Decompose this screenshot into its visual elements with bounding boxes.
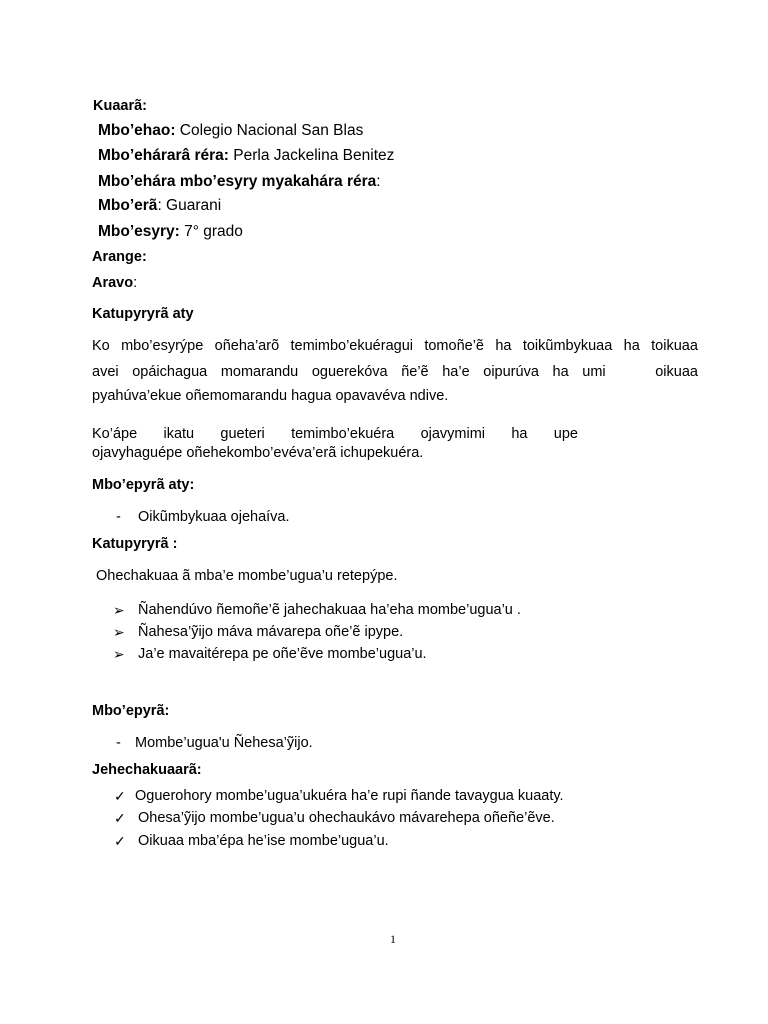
subject-label: Mbo’erã (98, 197, 158, 214)
arrow-bullet-icon: ➢ (113, 624, 125, 640)
subject-line (98, 197, 221, 215)
intro-p1-line3: pyahúva’ekue oñemomarandu hagua opavavéva ndive. (92, 388, 449, 404)
arrow-bullet-icon: ➢ (113, 646, 125, 662)
school-line (98, 122, 363, 140)
check-bullet-icon: ✓ (114, 810, 126, 826)
arrow-bullet-icon: ➢ (113, 602, 125, 618)
skills-item: Ja’e mavaitérepa pe oñe’ẽve mombe’ugua’u. (138, 646, 427, 662)
aravo-label: Aravo (92, 275, 134, 291)
word: gueteri (220, 426, 265, 442)
word: umi (582, 364, 606, 380)
grade-value: 7° grado (179, 223, 243, 240)
word: temimbo’ekuéra (291, 426, 395, 442)
word: ha (623, 338, 640, 354)
intro-heading: Katupyryrã aty (92, 306, 194, 322)
content-heading: Mbo’epyrã: (92, 703, 170, 719)
word: toikuaa (651, 338, 698, 354)
objectives-item: Oikũmbykuaa ojehaíva. (138, 509, 290, 525)
word: oipurúva (483, 364, 539, 380)
school-value: Colegio Nacional San Blas (175, 122, 364, 139)
word: upe (553, 426, 578, 442)
word: ha (511, 426, 528, 442)
intro-p2-line1 (92, 425, 578, 443)
word: Ko’ápe (92, 426, 138, 442)
intro-p1-line1 (92, 337, 698, 355)
page-number: 1 (390, 932, 396, 946)
assessment-item: Oikuaa mba’épa he’ise mombe’ugua’u. (138, 833, 389, 849)
content-dash: - (116, 735, 121, 751)
word: tomoñe’ẽ (424, 338, 484, 354)
student-colon: : (376, 173, 381, 190)
word: ñe’ẽ (401, 364, 429, 380)
word: mbo’esyrýpe (121, 338, 204, 354)
word: momarandu (220, 364, 299, 380)
word: temimbo’ekuéragui (290, 338, 413, 354)
teacher-line (98, 147, 394, 165)
word: ha (495, 338, 512, 354)
assessment-item: Oguerohory mombe’ugua’ukuéra ha’e rupi ñande tavaygua kuaaty. (135, 788, 564, 804)
student-line (98, 173, 381, 191)
skills-item: Ñahendúvo ñemoñe’ẽ jahechakuaa ha’eha mombe’ugua’u . (138, 602, 521, 618)
objectives-dash: - (116, 509, 121, 525)
aravo-colon: : (133, 275, 138, 291)
intro-p2-line2: ojavyhaguépe oñehekombo’evéva’erã ichupekuéra. (92, 445, 424, 461)
word: Ko (92, 338, 110, 354)
intro-p1-line2 (92, 363, 698, 381)
arange-label: Arange: (92, 249, 147, 265)
skills-item: Ñahesa’ỹijo máva mávarepa oñe’ẽ ipype. (138, 624, 404, 640)
word: ikatu (163, 426, 195, 442)
word: avei (92, 364, 119, 380)
content-item: Mombe’ugua'u Ñehesa’ỹijo. (135, 735, 313, 751)
subject-value: : Guarani (157, 197, 222, 214)
word: opáichagua (132, 364, 208, 380)
skills-heading: Katupyryrã : (92, 536, 178, 552)
word: ha (552, 364, 569, 380)
student-label: Mbo’ehára mbo’esyry myakahára réra (98, 173, 377, 190)
grade-line (98, 223, 243, 241)
check-bullet-icon: ✓ (114, 788, 126, 804)
objectives-heading: Mbo’epyrã aty: (92, 477, 195, 493)
word: oñeha’arõ (214, 338, 280, 354)
word: ha’e (442, 364, 470, 380)
word: oguerekóva (311, 364, 388, 380)
assessment-heading: Jehechakuaarã: (92, 762, 202, 778)
kuaara-label: Kuaarã: (93, 98, 147, 114)
word: oikuaa (655, 364, 698, 380)
teacher-label: Mbo’ehárarâ réra: (98, 147, 229, 164)
teacher-value: Perla Jackelina Benitez (228, 147, 395, 164)
word: toikũmbykuaa (522, 338, 613, 354)
check-bullet-icon: ✓ (114, 833, 126, 849)
school-label: Mbo’ehao: (98, 122, 176, 139)
aravo-line (92, 274, 137, 292)
grade-label: Mbo’esyry: (98, 223, 180, 240)
skills-lead: Ohechakuaa ã mba’e mombe’ugua’u retepýpe. (96, 568, 398, 584)
word: ojavymimi (420, 426, 486, 442)
assessment-item: Ohesa’ỹijo mombe’ugua’u ohechaukávo mávarehepa oñeñe’ẽve. (138, 810, 555, 826)
